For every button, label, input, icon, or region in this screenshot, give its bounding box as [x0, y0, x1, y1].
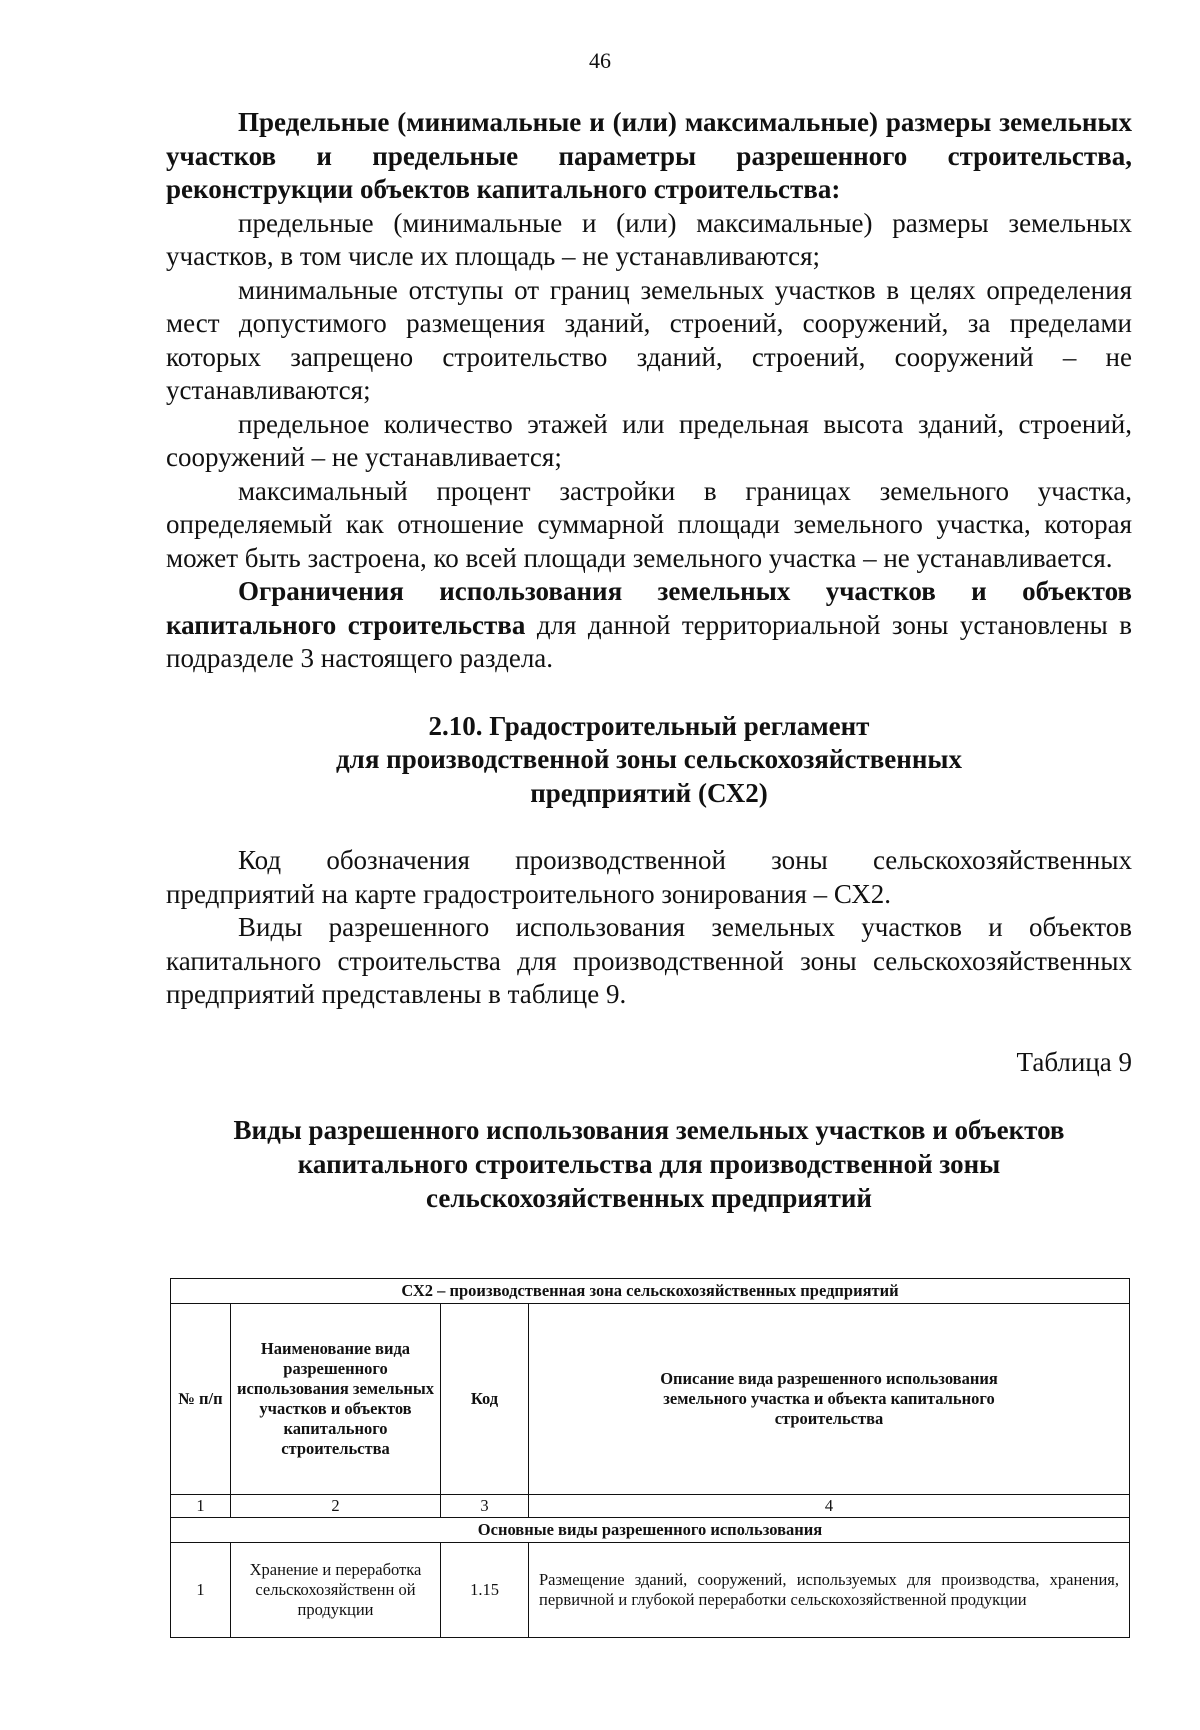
- paragraph-restrictions: [166, 575, 1132, 676]
- column-number-1: 1: [171, 1495, 231, 1518]
- column-header-number: № п/п: [171, 1304, 231, 1495]
- code-paragraph: Код обозначения производственной зоны сельскохозяйственных предприятий на карте градостроительного зонирования – СХ2.: [166, 845, 1132, 909]
- regulation-table: [170, 1278, 1130, 1638]
- table-row: [171, 1543, 1130, 1638]
- table-section-row: [171, 1518, 1130, 1543]
- column-header-name: Наименование вида разрешенного использования земельных участков и объектов капитального строительства: [231, 1304, 441, 1495]
- section-heading-line1: 2.10. Градостроительный регламент: [428, 710, 870, 741]
- row-code: 1.15: [441, 1543, 529, 1638]
- column-number-4: 4: [529, 1495, 1130, 1518]
- table-header-row: [171, 1304, 1130, 1495]
- limits-heading: Предельные (минимальные и (или) максимальные) размеры земельных участков и предельные параметры разрешенного строительства, реконструкции объектов капитального строительства:: [166, 107, 1132, 204]
- column-number-3: 3: [441, 1495, 529, 1518]
- table-title-line3: сельскохозяйственных предприятий: [426, 1183, 872, 1213]
- table-zone-header: СХ2 – производственная зона сельскохозяйственных предприятий: [171, 1279, 1130, 1304]
- section-heading-line2: для производственной зоны сельскохозяйственных: [336, 744, 962, 774]
- document-body: [166, 106, 1132, 1215]
- restrictions-rest: для данной территориальной зоны установлены в подразделе 3 настоящего раздела.: [166, 609, 1132, 673]
- table-title-line2: капитального строительства для производственной зоны: [297, 1149, 1001, 1179]
- column-header-description: Описание вида разрешенного использования земельного участка и объекта капитального строительства: [529, 1304, 1130, 1495]
- column-header-code: Код: [441, 1304, 529, 1495]
- table-zone-header-row: [171, 1279, 1130, 1304]
- table-title-line1: Виды разрешенного использования земельных участков и объектов: [233, 1115, 1065, 1145]
- row-name: Хранение и переработка сельскохозяйственн ой продукции: [231, 1543, 441, 1638]
- restrictions-bold: Ограничения использования земельных участков и объектов капитального строительства: [166, 576, 1132, 640]
- table-column-numbers-row: [171, 1495, 1130, 1518]
- paragraph-lot-size: предельные (минимальные и (или) максимальные) размеры земельных участков, в том числе их площадь – не устанавливаются;: [166, 207, 1132, 271]
- row-number: 1: [171, 1543, 231, 1638]
- types-paragraph: Виды разрешенного использования земельных участков и объектов капитального строительства для производственной зоны сельскохозяйственных предприятий представлены в таблице 9.: [166, 912, 1132, 1009]
- paragraph-coverage: максимальный процент застройки в границах земельного участка, определяемый как отношение суммарной площади земельного участка, которая может быть застроена, ко всей площади земельного участка – не устанавливается.: [166, 475, 1132, 573]
- row-description: Размещение зданий, сооружений, используемых для производства, хранения, первичной и глубокой переработки сельскохозяйственной продукции: [529, 1543, 1130, 1638]
- table-label: Таблица 9: [1016, 1046, 1132, 1077]
- table-section-label: Основные виды разрешенного использования: [171, 1518, 1130, 1543]
- column-number-2: 2: [231, 1495, 441, 1518]
- page-number: 46: [589, 48, 611, 73]
- section-heading-line3: предприятий (СХ2): [530, 777, 768, 808]
- paragraph-setbacks: минимальные отступы от границ земельных участков в целях определения мест допустимого размещения зданий, строений, сооружений, за пределами которых запрещено строительство зданий, строений, сооружений – не устанавливаются;: [166, 274, 1132, 405]
- paragraph-floors: предельное количество этажей или предельная высота зданий, строений, сооружений – не устанавливается;: [166, 408, 1132, 472]
